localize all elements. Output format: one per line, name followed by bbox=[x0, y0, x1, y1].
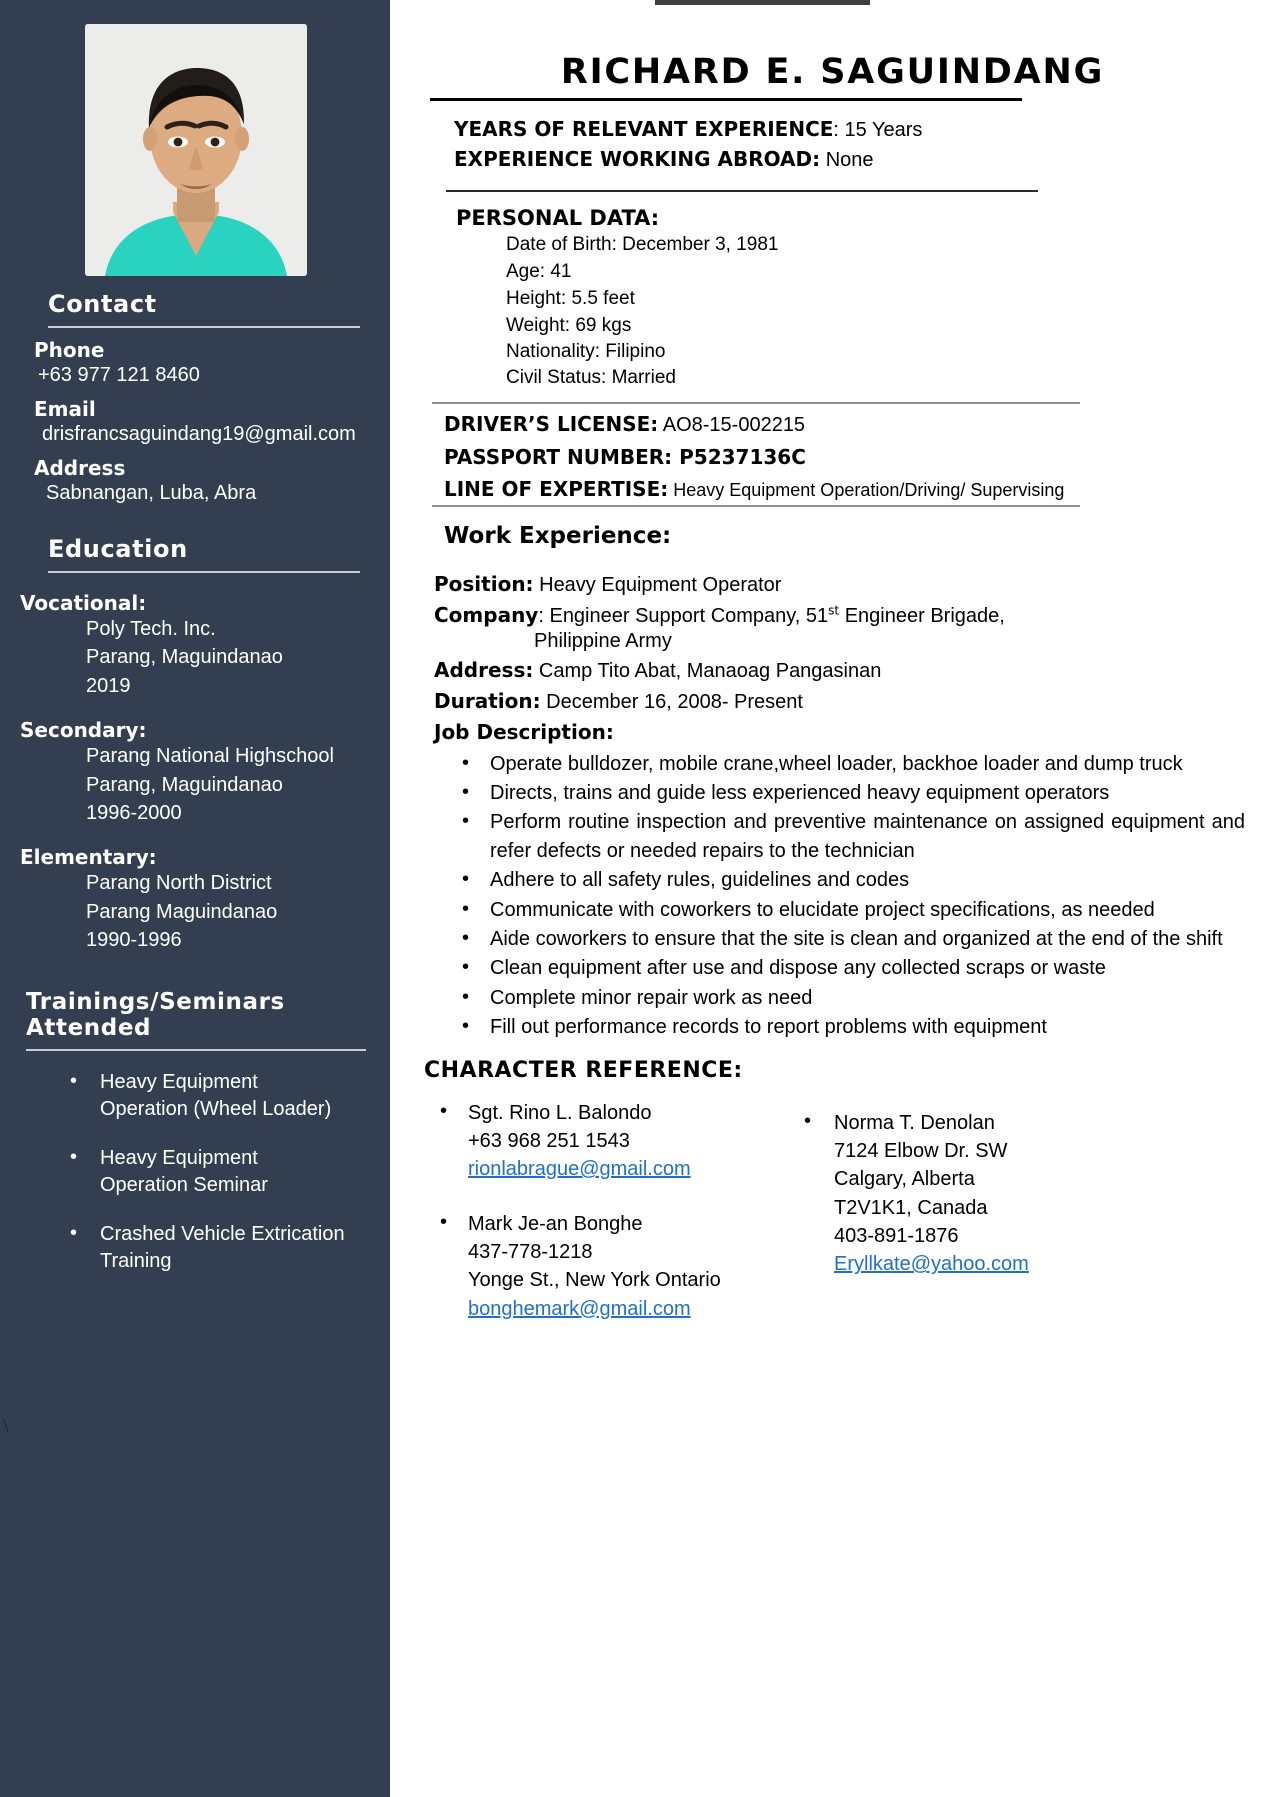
job-description-list bbox=[418, 750, 1247, 1042]
company-value-post: Engineer Brigade, bbox=[839, 604, 1005, 627]
company-line bbox=[434, 602, 1247, 629]
reference-name: • Mark Je-an Bonghe bbox=[468, 1212, 643, 1235]
reference-email-link[interactable]: bonghemark@gmail.com bbox=[468, 1297, 691, 1320]
position-label: Position: bbox=[434, 571, 534, 596]
reference-email-link[interactable]: Eryllkate@yahoo.com bbox=[834, 1253, 1029, 1276]
work-experience-heading: Work Experience: bbox=[444, 522, 672, 549]
main-content bbox=[390, 0, 1271, 1797]
education-line: 1990-1996 bbox=[86, 929, 182, 952]
work-address-label: Address: bbox=[434, 657, 534, 682]
contact-divider bbox=[48, 326, 360, 328]
education-divider bbox=[48, 571, 360, 573]
reference-column-right bbox=[778, 1099, 1247, 1350]
education-label: Vocational: bbox=[20, 591, 147, 615]
reference-entry bbox=[418, 1099, 778, 1184]
drivers-license-label: DRIVER’S LICENSE: bbox=[444, 411, 659, 436]
page-title: RICHARD E. SAGUINDANG bbox=[560, 52, 1105, 92]
education-heading: Education bbox=[48, 535, 188, 563]
reference-detail: Calgary, Alberta bbox=[834, 1168, 975, 1191]
job-description-label bbox=[434, 719, 1247, 745]
position-line bbox=[434, 571, 1247, 598]
trainings-list bbox=[18, 1069, 374, 1276]
education-line: Poly Tech. Inc. bbox=[86, 618, 216, 640]
reference-detail: +63 968 251 1543 bbox=[468, 1129, 630, 1152]
reference-detail: 7124 Elbow Dr. SW bbox=[834, 1139, 1008, 1162]
list-item: • Heavy Equipment Operation (Wheel Loader) bbox=[18, 1069, 348, 1123]
top-edge-mark bbox=[655, 0, 870, 5]
phone-value: +63 977 121 8460 bbox=[38, 364, 200, 386]
personal-data-heading: PERSONAL DATA: bbox=[456, 206, 660, 230]
email-value: drisfrancsaguindang19@gmail.com bbox=[42, 423, 356, 445]
email-label: Email bbox=[34, 397, 96, 421]
list-item: • Crashed Vehicle Extrication Training bbox=[18, 1221, 348, 1275]
stray-pen-mark: \ bbox=[3, 1414, 9, 1438]
duration-label: Duration: bbox=[434, 688, 541, 713]
expertise-value: Heavy Equipment Operation/Driving/ Supervising bbox=[668, 479, 1065, 500]
trainings-heading: Trainings/Seminars Attended bbox=[26, 988, 285, 1041]
years-experience-line bbox=[454, 117, 1247, 142]
education-line: Parang, Maguindanao bbox=[86, 773, 283, 796]
personal-data-divider bbox=[432, 402, 1080, 404]
passport-label: PASSPORT NUMBER: bbox=[444, 444, 673, 469]
reference-email-link[interactable]: rionlabrague@gmail.com bbox=[468, 1158, 691, 1181]
list-item: • Complete minor repair work as need bbox=[418, 984, 1247, 1012]
company-label: Company bbox=[434, 602, 539, 627]
list-item: • Fill out performance records to report problems with equipment bbox=[418, 1013, 1247, 1041]
reference-column-left bbox=[418, 1099, 778, 1350]
personal-data-line: Weight: 69 kgs bbox=[506, 314, 632, 336]
reference-columns bbox=[418, 1099, 1247, 1350]
reference-name: • Norma T. Denolan bbox=[834, 1111, 995, 1134]
company-value-sup: st bbox=[828, 602, 840, 617]
character-reference-heading: CHARACTER REFERENCE: bbox=[424, 1057, 743, 1083]
reference-entry bbox=[778, 1109, 1247, 1279]
passport-line bbox=[444, 445, 1247, 469]
company-value-pre: : Engineer Support Company, 51 bbox=[538, 604, 829, 627]
education-line: Parang North District bbox=[86, 872, 272, 895]
position-value: Heavy Equipment Operator bbox=[533, 573, 782, 596]
reference-detail: 437-778-1218 bbox=[468, 1241, 593, 1264]
job-description-label-text: Job Description: bbox=[434, 719, 614, 744]
expertise-label: LINE OF EXPERTISE: bbox=[444, 476, 669, 501]
reference-detail: 403-891-1876 bbox=[834, 1225, 959, 1248]
reference-detail: T2V1K1, Canada bbox=[834, 1196, 988, 1219]
list-item: • Heavy Equipment Operation Seminar bbox=[18, 1145, 348, 1199]
education-label: Secondary: bbox=[20, 718, 147, 743]
list-item: • Aide coworkers to ensure that the site is clean and organized at the end of the shift bbox=[418, 925, 1247, 953]
years-experience-label: YEARS OF RELEVANT EXPERIENCE bbox=[454, 117, 834, 141]
phone-label: Phone bbox=[34, 338, 105, 362]
education-group-secondary bbox=[18, 718, 374, 827]
list-item: • Operate bulldozer, mobile crane,wheel loader, backhoe loader and dump truck bbox=[418, 750, 1247, 778]
title-underline bbox=[430, 98, 1022, 101]
personal-data-line: Nationality: Filipino bbox=[506, 340, 666, 362]
abroad-label: EXPERIENCE WORKING ABROAD: bbox=[454, 147, 821, 171]
duration-value: December 16, 2008- Present bbox=[540, 690, 803, 713]
education-line: 2019 bbox=[86, 674, 131, 697]
abroad-value: None bbox=[820, 149, 874, 171]
address-label: Address bbox=[34, 456, 126, 480]
header-divider bbox=[446, 190, 1038, 192]
portrait-photo-icon bbox=[85, 24, 307, 276]
list-item: • Communicate with coworkers to elucidate project specifications, as needed bbox=[418, 896, 1247, 924]
duration-line bbox=[434, 688, 1247, 715]
abroad-experience-line bbox=[454, 147, 1247, 172]
list-item: • Clean equipment after use and dispose any collected scraps or waste bbox=[418, 954, 1247, 982]
education-line: Parang Maguindanao bbox=[86, 900, 278, 923]
contact-heading: Contact bbox=[48, 290, 157, 318]
drivers-license-line bbox=[444, 412, 1247, 437]
personal-data-line: Age: 41 bbox=[506, 260, 572, 282]
passport-value: P5237136C bbox=[672, 444, 806, 469]
education-line: Parang National Highschool bbox=[86, 745, 334, 768]
education-label: Elementary: bbox=[20, 845, 157, 870]
list-item: • Directs, trains and guide less experienced heavy equipment operators bbox=[418, 779, 1247, 807]
education-group-vocational bbox=[18, 591, 374, 700]
personal-data-line: Date of Birth: December 3, 1981 bbox=[506, 234, 779, 255]
years-experience-value: : 15 Years bbox=[833, 119, 923, 141]
sidebar bbox=[0, 0, 390, 1797]
education-line: 1996-2000 bbox=[86, 801, 182, 824]
trainings-divider bbox=[26, 1049, 366, 1051]
list-item: • Perform routine inspection and preventive maintenance on assigned equipment and refer defects or needed repairs to the technician bbox=[418, 808, 1247, 865]
personal-data-line: Civil Status: Married bbox=[506, 366, 676, 388]
reference-name: • Sgt. Rino L. Balondo bbox=[468, 1101, 652, 1124]
education-group-elementary bbox=[18, 845, 374, 954]
list-item: • Adhere to all safety rules, guidelines and codes bbox=[418, 866, 1247, 894]
reference-detail: Yonge St., New York Ontario bbox=[468, 1269, 721, 1292]
address-value: Sabnangan, Luba, Abra bbox=[46, 482, 257, 504]
profile-photo bbox=[85, 24, 307, 276]
company-line-2: Philippine Army bbox=[534, 629, 672, 652]
work-address-value: Camp Tito Abat, Manaoag Pangasinan bbox=[533, 659, 882, 682]
ids-divider bbox=[432, 505, 1080, 507]
education-line: Parang, Maguindanao bbox=[86, 646, 283, 669]
drivers-license-value: AO8-15-002215 bbox=[658, 413, 806, 436]
expertise-line bbox=[444, 477, 1247, 501]
work-address-line bbox=[434, 657, 1247, 684]
personal-data-line: Height: 5.5 feet bbox=[506, 287, 635, 309]
reference-entry bbox=[418, 1210, 778, 1324]
